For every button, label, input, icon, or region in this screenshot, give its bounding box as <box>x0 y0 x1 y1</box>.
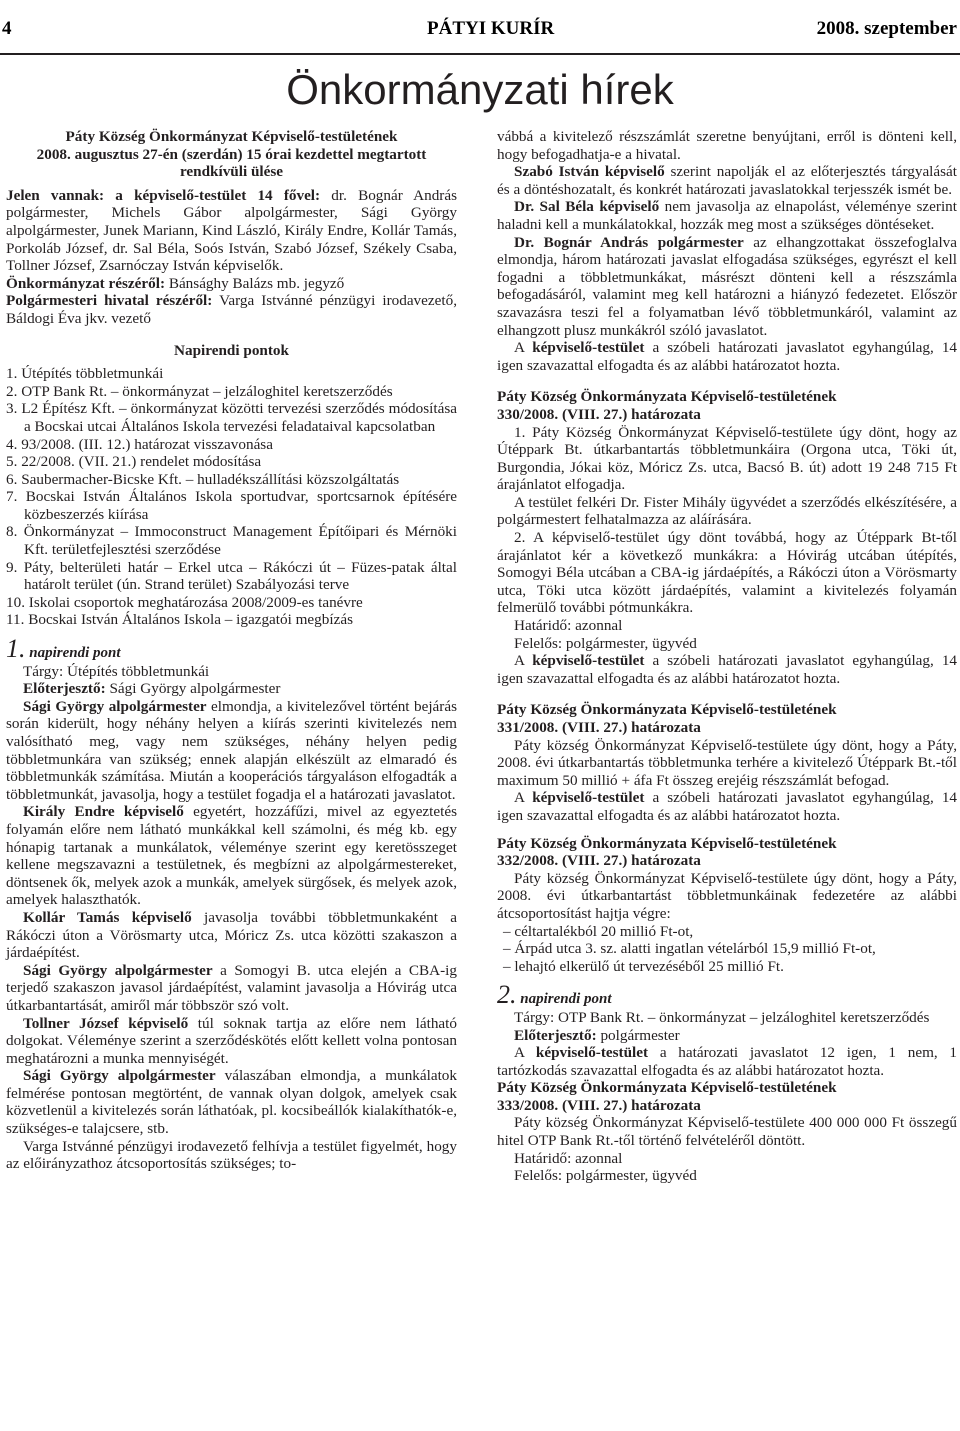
minutes-text: a Somogyi B. utca elején a CBA-ig terjedő szakaszon javasol járdaépítést, valamint javasolja a Hóvirág utca útkarbantartását, amiről már többször szó volt. <box>6 961 457 1014</box>
agenda-point-number: 1. <box>6 634 26 664</box>
subject-line: Tárgy: Útépítés többletmunkái <box>23 662 210 680</box>
vote-text: a határozati javaslatot 12 igen, 1 nem, 1 tartózkodás szavazattal elfogadta és az alábbi határozatot hozta. <box>497 1044 958 1079</box>
vote-text: a szóbeli határozati javaslatot egyhangúlag, 14 igen szavazattal elfogadta és az alábbi határozatot hozta. <box>497 339 958 374</box>
reallocation-item: – Árpád utca 3. sz. alatti ingatlan vételárból 15,9 millió Ft-ot, <box>503 940 876 958</box>
resolution-number: 331/2008. (VIII. 27.) határozata <box>497 719 701 736</box>
minutes-text: válaszában elmondja, a munkálatok felmérése pontosan megtörtént, de vannak olyan dolgok, amelyek csak közvetlenül a kivitelezés során láthatóak, pl. kocsibeállók kialakíthatók-e, szükséges-e talajcsere, stb. <box>6 1067 457 1138</box>
agenda-item: 4. 93/2008. (III. 12.) határozat visszavonása <box>6 435 273 453</box>
resolution-header: Páty Község Önkormányzata Képviselő-testületének <box>497 388 837 406</box>
agenda-list <box>6 365 457 629</box>
agenda-item: 3. L2 Építész Kft. – önkormányzat közötti tervezési szerződés módosítása a Bocskai utcai Általános Iskola tervezési feladataival kapcsolatban <box>6 400 457 435</box>
minutes-paragraph <box>497 163 957 198</box>
agenda-title: Napirendi pontok <box>174 341 289 359</box>
agenda-item: 9. Páty, belterületi határ – Erkel utca – Rákóczi út – Füzes-patak által határolt terület (ún. Strand terület) Szabályozási terve <box>6 558 457 594</box>
attendees-label: Jelen vannak: a képviselő-testület 14 fővel: <box>6 186 321 204</box>
subject-line: Tárgy: OTP Bank Rt. – önkormányzat – jelzáloghitel keretszerződés <box>514 1008 930 1026</box>
agenda-item: 10. Iskolai csoportok meghatározása 2008/2009-es tanévre <box>6 593 363 611</box>
minutes-paragraph <box>497 234 957 340</box>
resolution-header: Páty Község Önkormányzata Képviselő-testületének <box>497 1079 837 1097</box>
minutes-text: túl soknak tartja az előre nem látható dolgokat. Véleménye szerint a szerződéskötés előtt kellett volna pontosan meghatározni a munka mennyiségét. <box>6 1014 457 1067</box>
speaker-name: Sági György alpolgármester <box>23 697 207 715</box>
vote-body: képviselő-testület <box>532 339 645 357</box>
agenda-item: 5. 22/2008. (VII. 21.) rendelet módosítása <box>6 453 262 471</box>
attendees-paragraph <box>6 187 457 275</box>
page-number: 4 <box>2 18 12 39</box>
self-gov-paragraph <box>6 275 457 293</box>
vote-body: képviselő-testület <box>532 789 645 807</box>
speaker-name: Dr. Bognár András polgármester <box>514 233 744 251</box>
left-column <box>6 128 457 1173</box>
resolution-text: A testület felkéri Dr. Fister Mihály ügyvédet a szerződés elkészítésére, a polgármestert felhatalmazza az aláírására. <box>497 493 957 529</box>
vote-body: képviselő-testület <box>535 1044 649 1062</box>
reallocation-item: – lehajtó elkerülő út tervezéséből 25 millió Ft. <box>503 957 784 975</box>
self-gov-text: Bánsághy Balázs mb. jegyző <box>168 274 345 292</box>
header-rule <box>0 53 960 55</box>
presenter-label: Előterjesztő: <box>514 1026 597 1044</box>
resolution-number: 333/2008. (VIII. 27.) határozata <box>497 1096 701 1114</box>
agenda-item: 2. OTP Bank Rt. – önkormányzat – jelzáloghitel keretszerződés <box>6 382 393 400</box>
vote-body: képviselő-testület <box>532 652 645 670</box>
right-column <box>497 128 957 1185</box>
vote-text: a szóbeli határozati javaslatot egyhangúlag, 14 igen szavazattal elfogadta és az alábbi határozatot hozta. <box>497 789 958 824</box>
agenda-point-label: napirendi pont <box>29 645 121 662</box>
vote-article: A <box>514 652 525 670</box>
vote-article: A <box>514 789 525 807</box>
agenda-point-number: 2. <box>497 980 517 1010</box>
minutes-paragraph: Varga Istvánné pénzügyi irodavezető felhívja a testület figyelmét, hogy az előirányzathoz átcsoportosítás szükséges; to- <box>6 1137 457 1173</box>
minutes-paragraph <box>6 962 457 1015</box>
vote-paragraph <box>497 789 957 824</box>
minutes-paragraph <box>6 803 457 909</box>
minutes-paragraph <box>497 198 957 233</box>
meeting-intro-line: Páty Község Önkormányzat Képviselő-testületének <box>65 128 398 145</box>
speaker-name: Kollár Tamás képviselő <box>23 908 192 926</box>
reallocation-item: – céltartalékból 20 millió Ft-ot, <box>503 922 694 940</box>
meeting-intro-line: rendkívüli ülése <box>179 163 284 181</box>
agenda-point-label: napirendi pont <box>520 991 612 1008</box>
presenter-line <box>6 680 457 698</box>
agenda-item: 6. Saubermacher-Bicske Kft. – hulladékszállítási közszolgáltatás <box>6 470 400 488</box>
agenda-item: 11. Bocskai István Általános Iskola – igazgatói megbízás <box>6 611 353 629</box>
agenda-item: 7. Bocskai István Általános Iskola sportudvar, sportcsarnok építésére közbeszerzés kiírása <box>6 488 457 523</box>
resolution-deadline: Határidő: azonnal <box>514 1149 623 1167</box>
resolution-header: Páty Község Önkormányzata Képviselő-testületének <box>497 701 837 719</box>
resolution-deadline: Határidő: azonnal <box>514 617 623 635</box>
agenda-item: 1. Útépítés többletmunkái <box>6 365 164 383</box>
minutes-paragraph <box>6 1015 457 1068</box>
resolution-text: Páty község Önkormányzat Képviselő-testülete úgy dönt, hogy a Páty, 2008. évi útkarbantartás többletmunka terhére a kivitelező Útéppark Bt.-től maximum 50 millió + áfa Ft összeg erejéig részszámlát befogad. <box>497 736 957 789</box>
speaker-name: Dr. Sal Béla képviselő <box>514 198 660 216</box>
resolution-responsible: Felelős: polgármester, ügyvéd <box>514 1167 697 1185</box>
vote-paragraph <box>497 652 957 687</box>
speaker-name: Szabó István képviselő <box>514 163 665 181</box>
resolution-header: Páty Község Önkormányzata Képviselő-testületének <box>497 834 837 852</box>
issue-date: 2008. szeptember <box>816 18 957 39</box>
presenter-line <box>497 1027 957 1045</box>
agenda-point-heading <box>497 980 957 1010</box>
minutes-text: egyetért, hozzáfűzi, mivel az egyeztetés folyamán előre nem látható munkákkal kell számolni, és még kb. egy hónapig tartanak a munkálatok, véleménye szerint egy keretösszeget kellene megszavazni a testületnek, és megbízni az alpolgármestereket, döntsenek ők, melyek azok a munkák, amelyek sürgősek, és melyek azok, amelyek halaszthatók. <box>6 803 458 909</box>
resolution-text: Páty község Önkormányzat Képviselő-testülete úgy dönt, hogy a Páty, 2008. évi útkarbantartást többletmunkáinak fedezetére az alábbi átcsoportosítást hajtja végre: <box>497 869 957 922</box>
speaker-name: Király Endre képviselő <box>23 803 184 821</box>
vote-text: a szóbeli határozati javaslatot egyhangúlag, 14 igen szavazattal elfogadta és az alábbi határozatot hozta. <box>497 652 958 687</box>
minutes-paragraph <box>6 1067 457 1137</box>
resolution-text: 1. Páty Község Önkormányzat Képviselő-testülete úgy dönt, hogy az Útéppark Bt. útkarbantartás többletmunkáira (Orgona utca, Töki út, Burgondia, Jókai köz, Móricz Zs. utca, Bacsó B. út) adott 19 248 715 Ft árajánlatot elfogadja. <box>497 423 957 494</box>
resolution-number: 330/2008. (VIII. 27.) határozata <box>497 405 701 423</box>
minutes-text: javasolja további többletmunkaként a Rákóczi úton a Vörösmarty utca, Móricz Zs. utca közötti szakaszon a járdaépítést. <box>6 908 457 962</box>
vote-article: A <box>514 339 525 357</box>
vote-article: A <box>514 1044 525 1062</box>
section-title: Önkormányzati hírek <box>286 66 674 113</box>
speaker-name: Sági György alpolgármester <box>23 961 213 979</box>
minutes-text: az elhangzottakat összefoglalva elmondja, három határozati javaslat elfogadása szükséges, egyrészt el kell fogadni a többletmunkákat, másrészt dönteni kell a részszámla befogadásáról, valamint meg kell határozni a hiányzó fedezetet. Először szavazásra teszi fel a folyamatban lévő többletmunkáról, valamint az elhangzott plusz munkákról szóló javaslatot. <box>497 233 957 339</box>
resolution-text: Páty község Önkormányzat Képviselő-testülete 400 000 000 Ft összegű hitel OTP Bank Rt.-től történő felvételéről döntött. <box>497 1114 957 1150</box>
resolution-text: 2. A képviselő-testület úgy dönt továbbá, hogy az Útéppark Bt-től árajánlatot kér a következő munkákra: a Hóvirág utcában útépítés, Somogyi Béla utcában a CBA-ig járdaépítés, a Rákóczi úton a Vörösmarty utca, Töki utca között járdaépítés, valamint a kivitelezés folyamán felmerülő további pótmunkákra. <box>497 529 957 617</box>
minutes-paragraph <box>6 698 457 804</box>
resolution-number: 332/2008. (VIII. 27.) határozata <box>497 852 701 870</box>
vote-paragraph <box>497 1044 957 1079</box>
presenter-name: Sági György alpolgármester <box>109 680 281 698</box>
agenda-point-heading <box>6 634 457 664</box>
office-label: Polgármesteri hivatal részéről: <box>6 292 213 310</box>
meeting-intro-line: 2008. augusztus 27-én (szerdán) 15 órai kezdettel megtartott <box>36 145 427 163</box>
presenter-name: polgármester <box>600 1026 680 1044</box>
speaker-name: Sági György alpolgármester <box>23 1067 216 1085</box>
publication-title: PÁTYI KURÍR <box>427 18 555 39</box>
attendees-text: dr. Bognár András polgármester, Michels Gábor alpolgármester, Sági György alpolgármester, Junek Mariann, Kind László, Király Endre, Kollár Tamás, Porkoláb József, dr. Sal Béla, Soós István, Szabó József, Székely Csaba, Tollner József, Zsarnóczay István képviselők. <box>6 186 457 275</box>
vote-paragraph <box>497 339 957 374</box>
agenda-item: 8. Önkormányzat – Immoconstruct Management Építőipari és Mérnöki Kft. területfejlesztési szerződése <box>6 523 457 559</box>
office-text: Varga Istvánné pénzügyi irodavezető, Báldogi Éva jkv. vezető <box>6 292 457 327</box>
minutes-text: nem javasolja az elnapolást, véleménye szerint haladni kell a munkálatokkal, hozzák meg most a szükséges döntéseket. <box>497 198 957 233</box>
office-paragraph <box>6 292 457 327</box>
minutes-text: szerint napolják el az előterjesztés tárgyalását és a döntéshozatalt, és konkrét határozati javaslatokkal terjesszék ismét be. <box>497 163 958 198</box>
minutes-paragraph: vábbá a kivitelező részszámlát szeretne benyújtani, erről is dönteni kell, hogy befogadhatja-e a hivatal. <box>497 128 957 163</box>
page-header <box>0 0 960 54</box>
resolution-responsible: Felelős: polgármester, ügyvéd <box>514 634 697 652</box>
minutes-text: elmondja, a kivitelezővel történt bejárás során kiderült, hogy néhány helyen a kiírás szerinti kivitelezés nem valósítható meg, vagy nem szükséges, néhány helyen pedig többletmunkára van szükség; ennek alapján elkészült az elmaradó és többletmunkák számítása. Miután a kooperációs tárgyaláson elfogadták a többletmunkát, javasolja, hogy a testület fogadja el a határozati javaslatot. <box>6 697 457 803</box>
minutes-paragraph <box>6 909 457 962</box>
self-gov-label: Önkormányzat részéről: <box>6 274 166 292</box>
presenter-label: Előterjesztő: <box>23 680 106 698</box>
speaker-name: Tollner József képviselő <box>23 1014 189 1032</box>
